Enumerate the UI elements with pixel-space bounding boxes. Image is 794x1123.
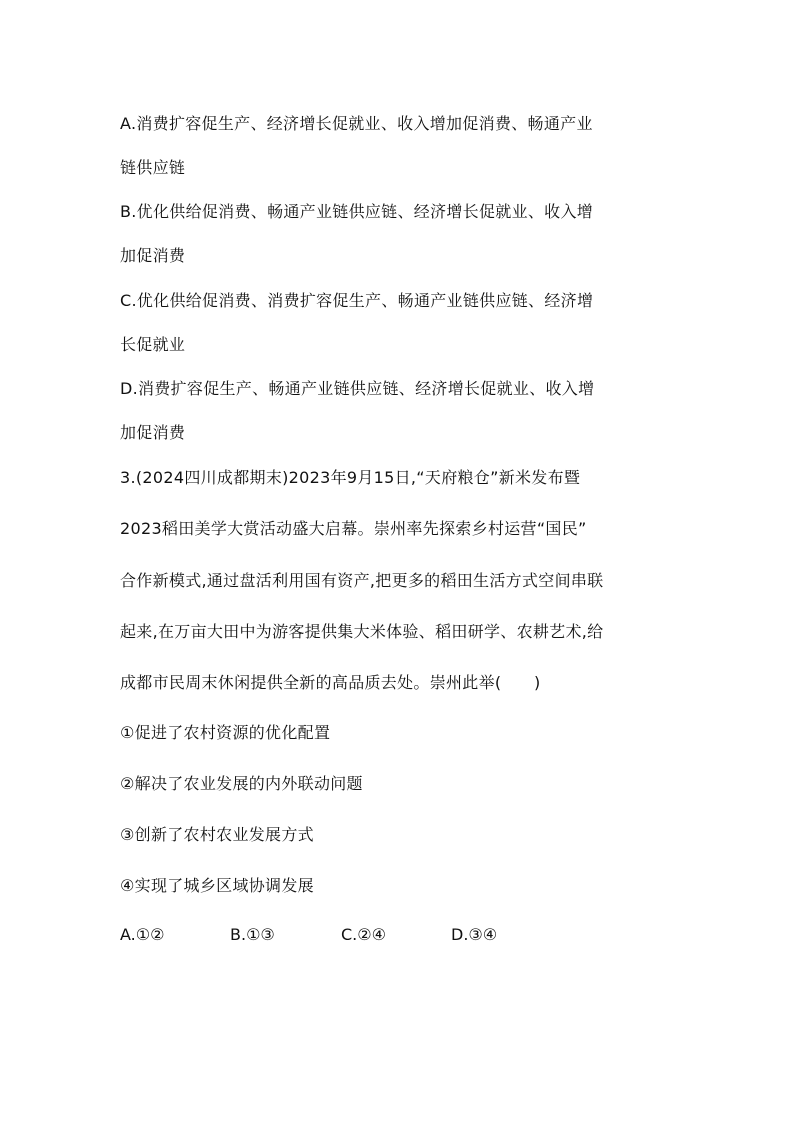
question3-item-2: ②解决了农业发展的内外联动问题 [120,774,363,793]
option-b-line1: B.优化供给促消费、畅通产业链供应链、经济增长促就业、收入增 [120,202,594,221]
option-c-line1: C.优化供给促消费、消费扩容促生产、畅通产业链供应链、经济增 [120,291,594,310]
answer-c: C.②④ [341,925,386,944]
question3-item-3: ③创新了农村农业发展方式 [120,825,314,844]
answer-d: D.③④ [451,925,498,944]
option-b-line2: 加促消费 [120,246,186,265]
option-a-line2: 链供应链 [120,158,186,177]
answer-b: B.①③ [230,925,275,944]
option-a-line1: A.消费扩容促生产、经济增长促就业、收入增加促消费、畅通产业 [120,114,593,133]
option-d-line2: 加促消费 [120,423,186,442]
question3-line1: 3.(2024四川成都期末)2023年9月15日,“天府粮仓”新米发布暨 [120,468,581,487]
question3-line2: 2023稻田美学大赏活动盛大启幕。崇州率先探索乡村运营“国民” [120,519,587,538]
option-d-line1: D.消费扩容促生产、畅通产业链供应链、经济增长促就业、收入增 [120,379,595,398]
question3-item-4: ④实现了城乡区域协调发展 [120,876,314,895]
question3-line5: 成都市民周末休闲提供全新的高品质去处。崇州此举( ) [120,673,541,692]
answer-a: A.①② [120,925,165,944]
question3-line3: 合作新模式,通过盘活利用国有资产,把更多的稻田生活方式空间串联 [120,571,604,590]
answer-choices [120,924,531,946]
question3-line4: 起来,在万亩大田中为游客提供集大米体验、稻田研学、农耕艺术,给 [120,622,604,641]
question3-item-1: ①促进了农村资源的优化配置 [120,723,331,742]
option-c-line2: 长促就业 [120,335,186,354]
